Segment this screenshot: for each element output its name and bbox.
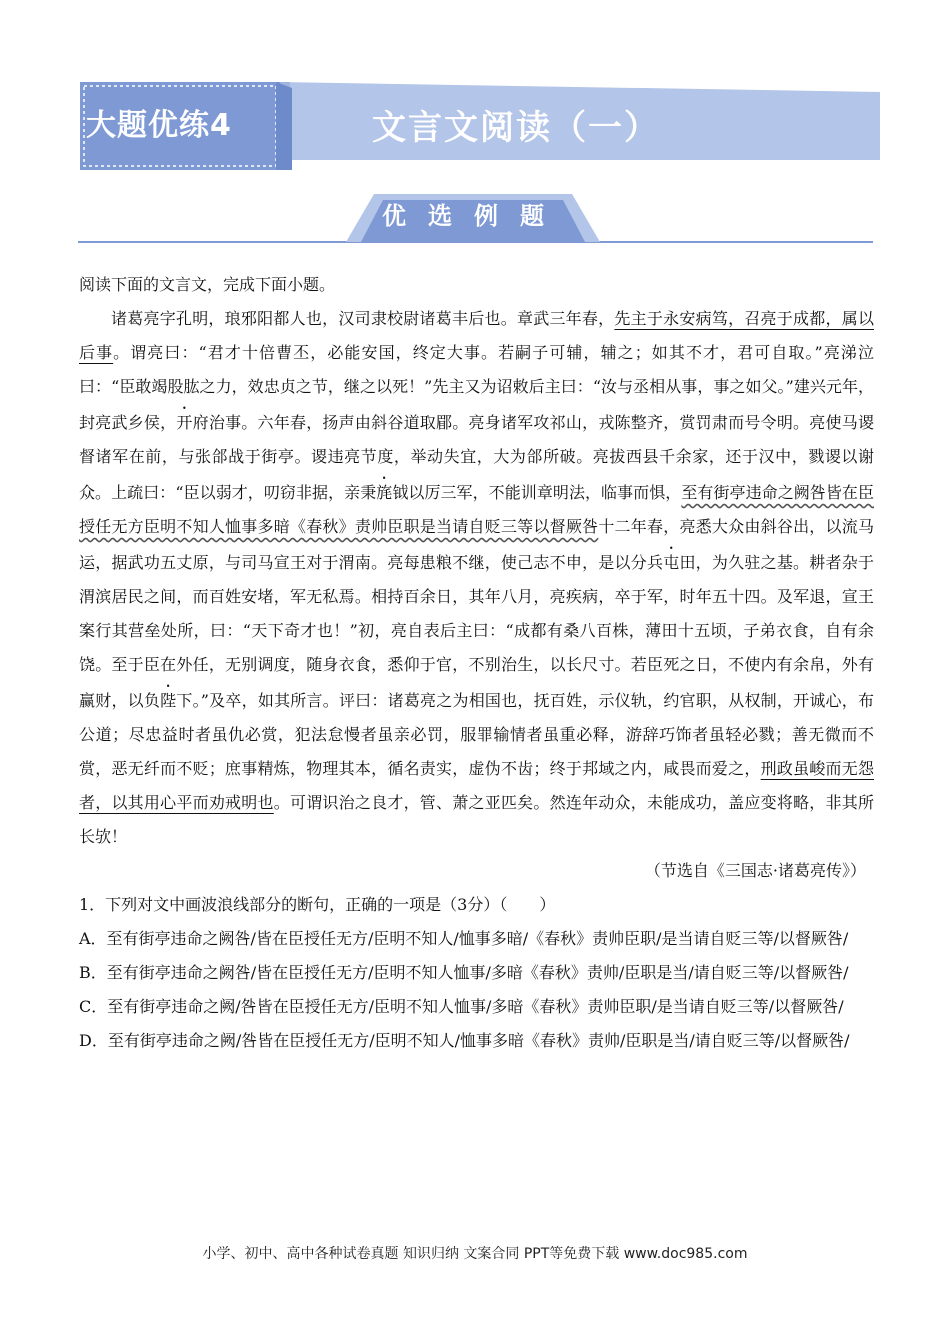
passage-paragraph: [79, 302, 874, 854]
section-title: 优选例题: [382, 202, 566, 230]
option-d: D．至有街亭违命之阙/咎皆在臣授任无方/臣明不知人/恤事多暗《春秋》责帅/臣职是当/请自贬三等/以督厥咎/: [79, 1031, 850, 1050]
option-a: A．至有街亭违命之阙咎/皆在臣授任无方/臣明不知人/恤事多暗/《春秋》责帅臣职/是当请自贬三等/以督厥咎/: [79, 929, 849, 948]
passage-text: 。可谓识治之良才，管、萧之亚匹矣。然连年动众，未能成功，盖应变将略，非其所长欤！: [79, 793, 874, 846]
option-c: C．至有街亭违命之阙/咎皆在臣授任无方/臣明不知人恤事/多暗《春秋》责帅臣职/是当请自贬三等/以督厥咎/: [79, 997, 844, 1016]
passage-text: 钺以厉三军，不能训章明法，临事而惧，: [392, 483, 682, 502]
passage-text: 下。”及卒，如其所言。评曰：诸葛亮之为相国也，抚百姓，示仪轨，约官职，从权制，开诚心，布公道；尽忠益时者虽仇必赏，犯法怠慢者虽亲必罚，服罪输情者虽重必释，游辞巧饰者虽轻必戮；善无微而不赏，恶无纤而不贬；庶事精炼，物理其本，循名责实，虚伪不齿；终于邦域之内，咸畏而爱之，: [79, 691, 874, 778]
passage-text: 十二年春，亮悉大众由斜谷出，以流马运，据武功五丈原，与司马宣王对于渭南。亮每患粮不继，使己志不申，是以分兵: [79, 517, 874, 572]
intro-text: 阅读下面的文言文，完成下面小题。: [79, 275, 336, 294]
passage-text: 诸葛亮字孔明，琅邪阳都人也，汉司隶校尉诸葛丰后也。章武三年春，: [111, 309, 615, 328]
wavy-underlined-sentence: 至有街亭违命之阙咎皆在臣授任无方臣明不知人恤事多暗《春秋》责帅臣职是当请自贬三等以督厥咎: [79, 483, 874, 536]
source-citation: （节选自《三国志·诸葛亮传》）: [644, 861, 866, 880]
passage-text: 。谓亮曰：“君才十倍曹丕，必能安国，终定大事。若嗣子可辅，辅之；如其不才，君可自取。”亮涕泣曰：“臣敢竭股肱之力，效忠贞之节，继之以死！”先主又为诏敕后主曰：“汝与丞相从事，事之如父。”建兴元年，封亮武乡侯，: [79, 343, 874, 432]
passage-text: 田，为久驻之基。耕者杂于渭滨居民之间，而百姓安堵，军无私焉。相持百余日，其年八月，亮疾病，卒于军，时年五十四。及军退，宣王案行其营垒处所，曰：“天下奇才也！”初，亮自表后主曰：“成都有桑八百株，薄田十五顷，子弟衣食，自有余饶。至于臣在外任，无别调度，随身衣食，悉仰于官，不别治生，以长尺寸。若臣死之日，不使内有余帛，外有赢财，以负: [79, 553, 874, 710]
underlined-sentence: 刑政虽峻而无怨者，以其用心平而劝戒明也: [79, 759, 874, 812]
reading-passage-block: [79, 268, 874, 1058]
underlined-sentence: 先主于永安病笃，召亮于成都，属以后事: [79, 309, 874, 362]
dotted-char: 旄: [376, 483, 393, 502]
dotted-char: 开: [176, 413, 193, 432]
page-title: 文言文阅读（一）: [372, 108, 660, 148]
footer-text: 小学、初中、高中各种试卷真题 知识归纳 文案合同 PPT等免费下载 www.doc985.com: [202, 1246, 748, 1262]
option-b: B．至有街亭违命之阙咎/皆在臣授任无方/臣明不知人恤事/多暗《春秋》责帅/臣职是当/请自贬三等/以督厥咎/: [79, 963, 849, 982]
question-stem: 1．下列对文中画波浪线部分的断句，正确的一项是（3分）（ ）: [79, 895, 556, 914]
dotted-char: 屯: [663, 553, 680, 572]
passage-text: 府治事。六年春，扬声由斜谷道取郿。亮身诸军攻祁山，戎陈整齐，赏罚肃而号令明。亮使马谡督诸军在前，与张郃战于街亭。谡违亮节度，举动失宜，大为郃所破。亮拔西县千余家，还于汉中，戮谡以谢众。上疏曰：“臣以弱才，叨窃非据，亲秉: [79, 413, 874, 502]
lesson-label: 大题优练4: [86, 108, 232, 143]
dotted-char: 陛: [160, 691, 177, 710]
